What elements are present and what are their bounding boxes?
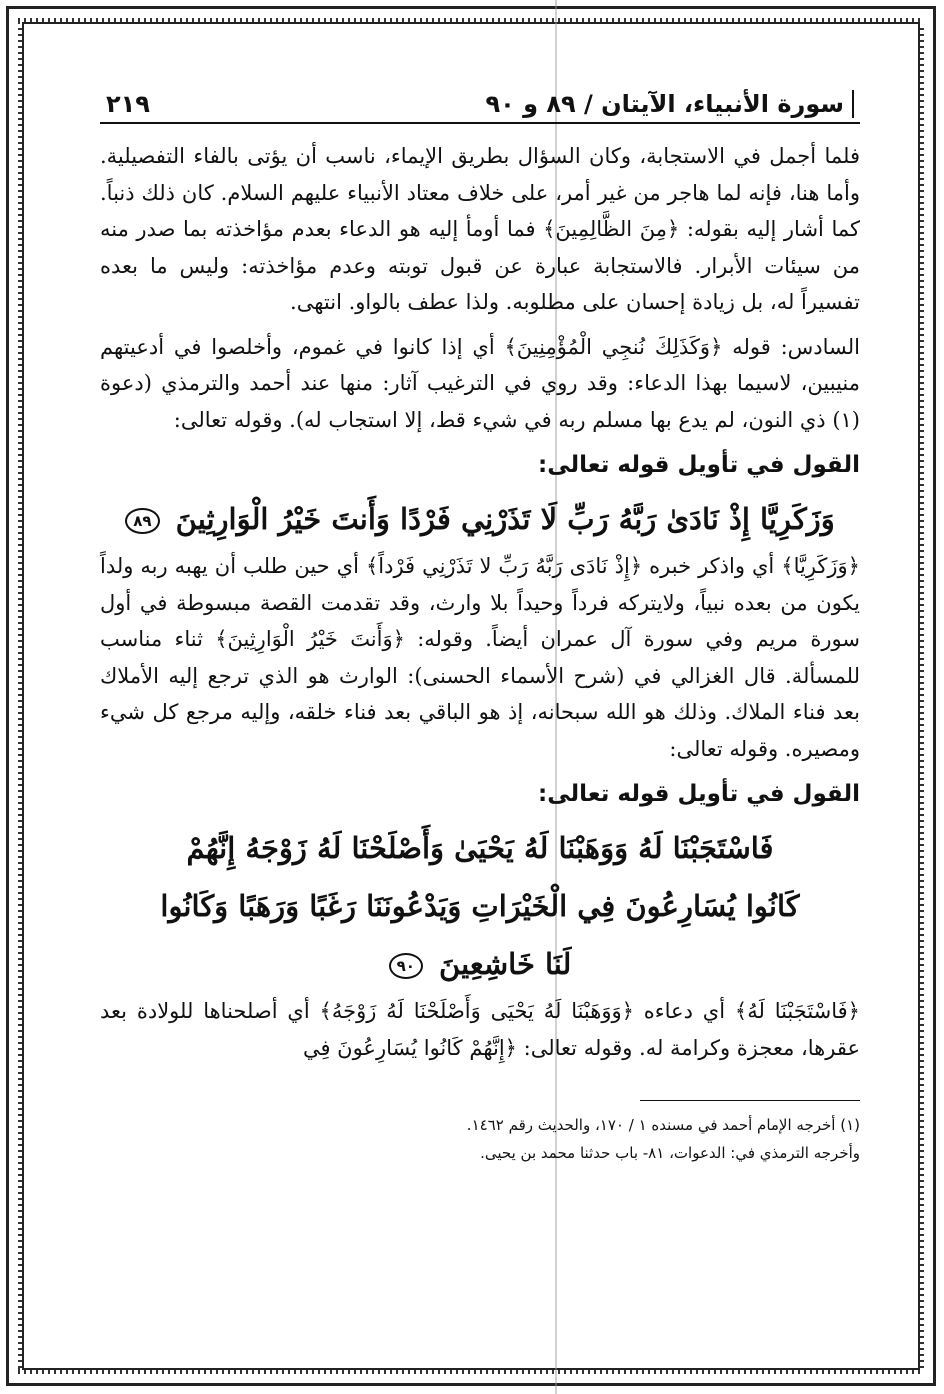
paragraph: ﴿وَزَكَرِيَّا﴾ أي واذكر خبره ﴿إِذْ نَادَى رَبَّهُ رَبِّ لا تَذَرْنِي فَرْداً﴾ أي حين طلب أن يهبه ربه ولداً يكون من بعده نبياً، ولايتركه فرداً وحيداً بلا وارث، وقد تقدمت القصة مبسوطة في أول سورة مريم وفي سورة آل عمران أيضاً. وقوله: ﴿وَأَنتَ خَيْرُ الْوَارِثِينَ﴾ ثناء مناسب للمسألة. قال الغزالي في (شرح الأسماء الحسنى): الوارث هو الذي ترجع إليه الأملاك بعد فناء الملاك. وذلك هو الله سبحانه، إذ هو الباقي بعد فناء خلقه، وإليه مرجع كل شيء ومصيره. وقوله تعالى:: [100, 554, 860, 761]
paragraph: ﴿فَاسْتَجَبْنَا لَهُ﴾ أي دعاءه ﴿وَوَهَبْنَا لَهُ يَحْيَى وَأَصْلَحْنَا لَهُ زَوْجَهُ﴾ أي أصلحناها للولادة بعد عقرها، معجزة وكرامة له. وقوله تعالى: ﴿إِنَّهُمْ كَانُوا يُسَارِعُونَ فِي: [100, 999, 860, 1060]
running-header: [100, 70, 860, 124]
section-heading: القول في تأويل قوله تعالى:: [538, 452, 860, 478]
quran-verse-line: كَانُوا يُسَارِعُونَ فِي الْخَيْرَاتِ وَيَدْعُونَنَا رَغَبًا وَرَهَبًا وَكَانُوا: [160, 889, 800, 923]
page-number: ٢١٩: [106, 90, 150, 118]
quran-verse-line: فَاسْتَجَبْنَا لَهُ وَوَهَبْنَا لَهُ يَحْيَىٰ وَأَصْلَحْنَا لَهُ زَوْجَهُ إِنَّهُمْ: [186, 831, 774, 865]
quran-verse: [100, 490, 860, 548]
verse-text: وَزَكَرِيَّا إِذْ نَادَىٰ رَبَّهُ رَبِّ لَا تَذَرْنِي فَرْدًا وَأَنتَ خَيْرُ الْوَارِثِينَ: [175, 502, 835, 536]
footnote: (١) أخرجه الإمام أحمد في مسنده ١ / ١٧٠، والحديث رقم ١٤٦٢.: [466, 1116, 860, 1134]
footnotes: [100, 1111, 860, 1167]
verse-text: لَنَا خَاشِعِينَ: [439, 947, 572, 981]
section-heading: القول في تأويل قوله تعالى:: [538, 781, 860, 807]
footnote: وأخرجه الترمذي في: الدعوات، ٨١- باب حدثنا محمد بن يحيى.: [480, 1144, 860, 1162]
verse-number: ٨٩: [125, 508, 159, 534]
chapter-title: سورة الأنبياء، الآيتان / ٨٩ و ٩٠: [485, 90, 854, 118]
book-page: [100, 70, 860, 1167]
footnote-divider: [640, 1100, 860, 1101]
quran-verse: [100, 935, 860, 993]
verse-number: ٩٠: [389, 953, 423, 979]
paragraph: السادس: قوله ﴿وَكَذَلِكَ نُنجِي الْمُؤْمِنِينَ﴾ أي إذا كانوا في غموم، وأخلصوا في أدعيتهم منيبين، لاسيما بهذا الدعاء: وقد روي في الترغيب آثار: منها عند أحمد والترمذي (دعوة (١) ذي النون، لم يدع بها مسلم ربه في شيء قط، إلا استجاب له). وقوله تعالى:: [100, 334, 860, 432]
main-text: [100, 138, 860, 1066]
paragraph: فلما أجمل في الاستجابة، وكان السؤال بطريق الإيماء، ناسب أن يؤتى بالفاء التفصيلية. وأما هنا، فإنه لما هاجر من غير أمر، على خلاف معتاد الأنبياء عليهم السلام. كان ذلك ذنباً. كما أشار إليه بقوله: ﴿مِنَ الظَّالِمِينَ﴾ فما أومأ إليه هو الدعاء بعدم مؤاخذته بما صدر منه من سيئات الأبرار. فالاستجابة عبارة عن قبول توبته وعدم مؤاخذته: وليس ما بعده تفسيراً له، بل زيادة إحسان على مطلوبه. ولذا عطف بالواو. انتهى.: [100, 144, 860, 314]
